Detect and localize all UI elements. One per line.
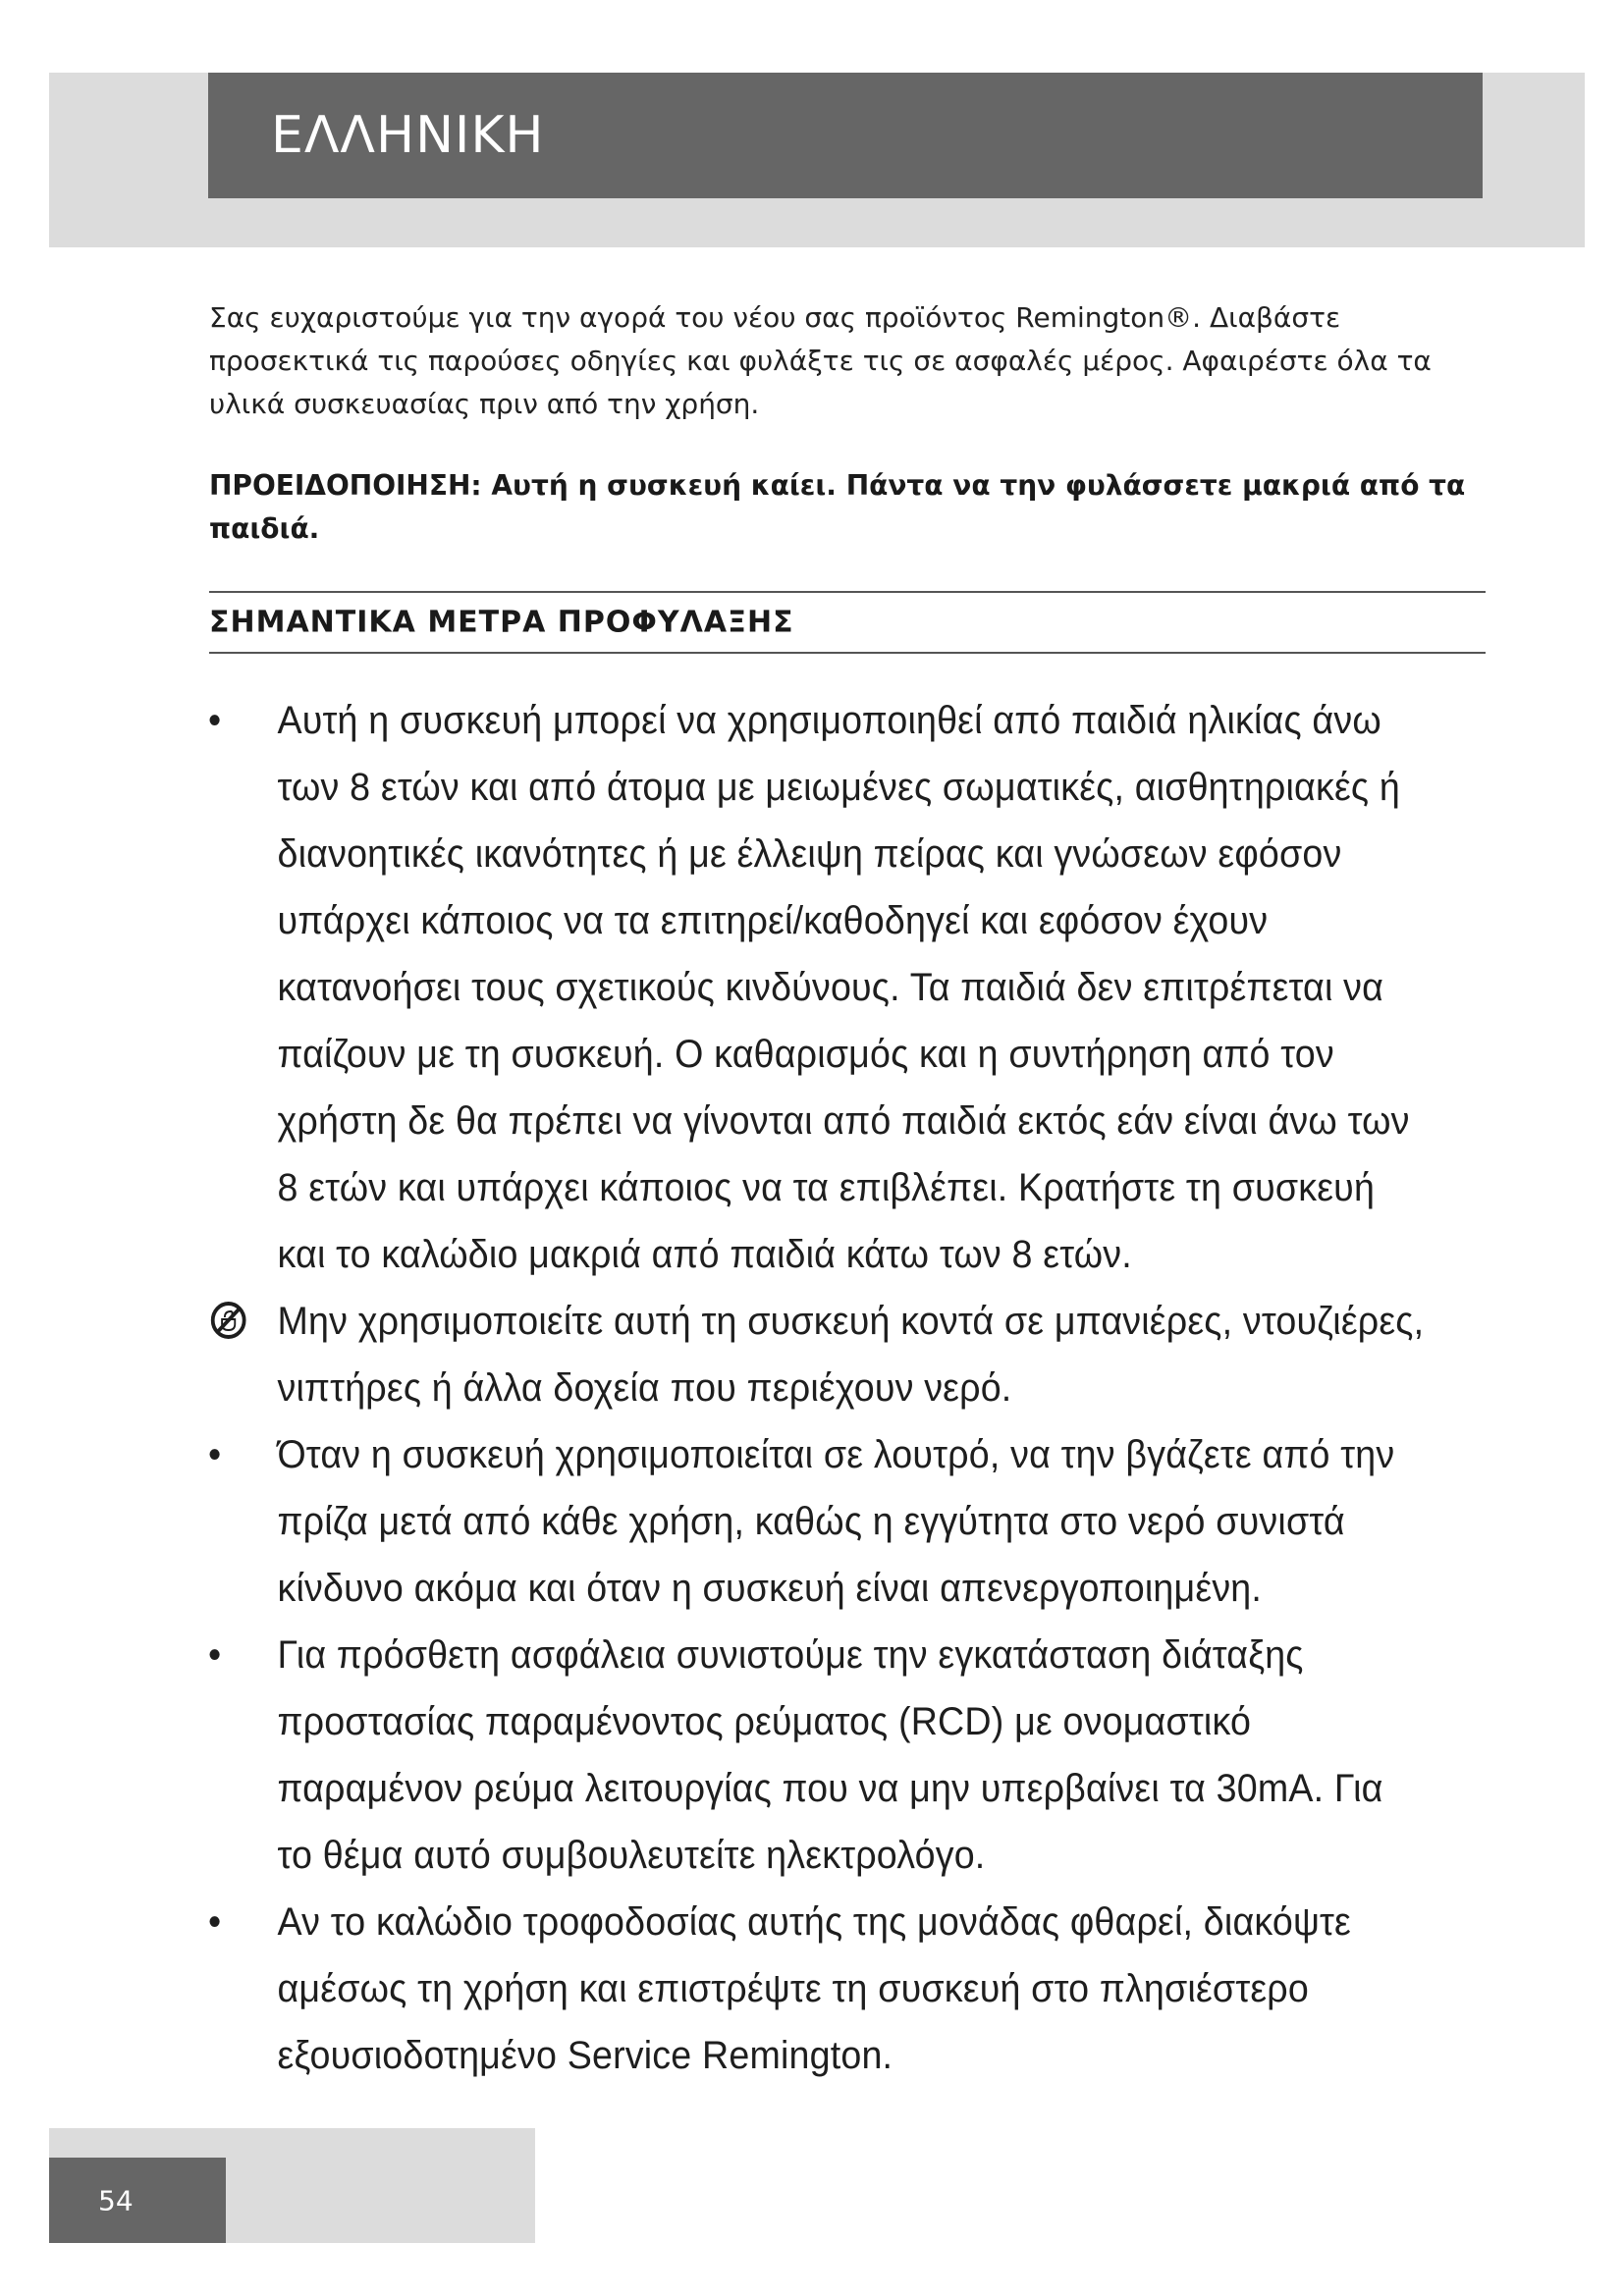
list-item xyxy=(208,1622,1427,1889)
section-title: ΣΗΜΑΝΤΙΚΑ ΜΕΤΡΑ ΠΡΟΦΥΛΑΞΗΣ xyxy=(209,605,794,640)
list-item-text: Αν το καλώδιο τροφοδοσίας αυτής της μονάδας φθαρεί, διακόψτε αμέσως τη χρήση και επιστρέψτε τη συσκευή στο πλησιέστερο εξουσιοδοτημένο Service Remington. xyxy=(277,1900,1351,2077)
bullet-marker: • xyxy=(208,1633,222,1677)
page-title: ΕΛΛΗΝΙΚΗ xyxy=(271,106,545,165)
no-water-icon xyxy=(210,1301,247,1340)
list-item-text: Αυτή η συσκευή μπορεί να χρησιμοποιηθεί από παιδιά ηλικίας άνω των 8 ετών και από άτομα με μειωμένες σωματικές, αισθητηριακές ή διανοητικές ικανότητες ή με έλλειψη πείρας και γνώσεων εφόσον υπάρχει κάποιος να τα επιτηρεί/καθοδηγεί και εφόσον έχουν κατανοήσει τους σχετικούς κινδύνους. Τα παιδιά δεν επιτρέπεται να παίζουν με τη συσκευή. Ο καθαρισμός και η συντήρηση από τον χρήστη δε θα πρέπει να γίνονται από παιδιά εκτός εάν είναι άνω των 8 ετών και υπάρχει κάποιος να τα επιβλέπει. Κρατήστε τη συσκευή και το καλώδιο μακριά από παιδιά κάτω των 8 ετών. xyxy=(277,699,1410,1276)
list-item-text: Μην χρησιμοποιείτε αυτή τη συσκευή κοντά σε μπανιέρες, ντουζιέρες, νιπτήρες ή άλλα δοχεία που περιέχουν νερό. xyxy=(277,1300,1425,1410)
header-bar xyxy=(208,73,1483,198)
intro-paragraph: Σας ευχαριστούμε για την αγορά του νέου σας προϊόντος Remington®. Διαβάστε προσεκτικά τις παρούσες οδηγίες και φυλάξτε τις σε ασφαλές μέρος. Αφαιρέστε όλα τα υλικά συσκευασίας πριν από την χρήση. xyxy=(209,301,1432,420)
bullet-marker: • xyxy=(208,1900,222,1944)
footer-page-box xyxy=(49,2158,226,2243)
bullet-marker: • xyxy=(208,699,222,742)
section-heading xyxy=(209,591,1486,654)
list-item xyxy=(208,1288,1427,1421)
bullet-marker: • xyxy=(208,1433,222,1476)
list-item xyxy=(208,687,1427,1288)
list-item xyxy=(208,1889,1427,2089)
list-item-text: Όταν η συσκευή χρησιμοποιείται σε λουτρό, να την βγάζετε από την πρίζα μετά από κάθε χρήση, καθώς η εγγύτητα στο νερό συνιστά κίνδυνο ακόμα και όταν η συσκευή είναι απενεργοποιημένη. xyxy=(277,1433,1395,1610)
warning-paragraph: ΠΡΟΕΙΔΟΠΟΙΗΣΗ: Αυτή η συσκευή καίει. Πάντα να την φυλάσσετε μακριά από τα παιδιά. xyxy=(209,469,1466,545)
list-item xyxy=(208,1421,1427,1622)
page-number: 54 xyxy=(98,2184,134,2216)
safety-list xyxy=(208,687,1427,2089)
list-item-text: Για πρόσθετη ασφάλεια συνιστούμε την εγκατάσταση διάταξης προστασίας παραμένοντος ρεύματος (RCD) με ονομαστικό παραμένον ρεύμα λειτουργίας που να μην υπερβαίνει τα 30mA. Για το θέμα αυτό συμβουλευτείτε ηλεκτρολόγο. xyxy=(277,1633,1383,1877)
